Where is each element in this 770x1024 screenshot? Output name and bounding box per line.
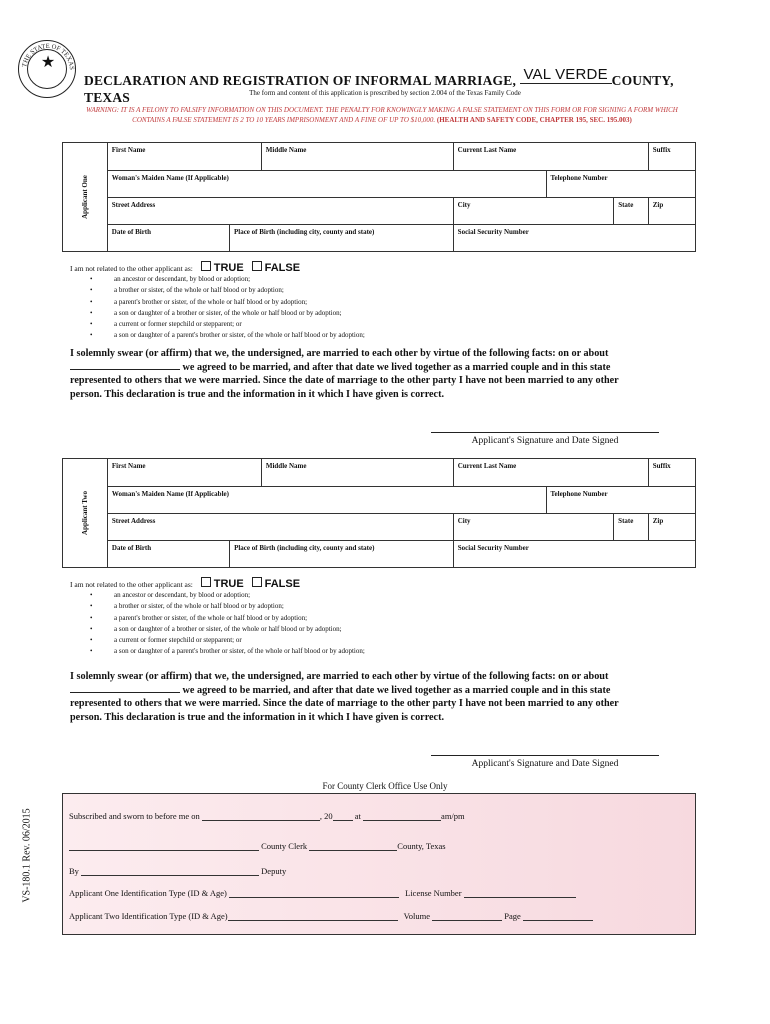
birthplace-field[interactable]: Place of Birth (including city, county and state) (230, 541, 454, 568)
dob-field[interactable]: Date of Birth (107, 225, 229, 252)
false-checkbox[interactable] (252, 261, 262, 271)
signature-line[interactable] (431, 755, 659, 756)
suffix-field[interactable]: Suffix (648, 459, 695, 487)
deputy-field[interactable] (81, 866, 259, 876)
list-item: • a current or former stepchild or stepparent; or (90, 319, 365, 330)
state-field[interactable]: State (614, 514, 649, 541)
applicant-one-table (62, 142, 696, 252)
oath-statement: I solemnly swear (or affirm) that we, the undersigned, are married to each other by virtue of the following facts: on or about we agreed to be married, and after that date we lived together as a married couple and in this state represented to others that we were married. Since the date of marriage to the other party I have not been married to any other person. This declaration is true and the information in it which I have given is correct. (70, 348, 619, 400)
county-field[interactable] (309, 841, 397, 851)
street-field[interactable]: Street Address (107, 514, 453, 541)
form-subtitle: The form and content of this application is prescribed by section 2.004 of the Texas Family Code (249, 89, 521, 97)
county-clerk-field[interactable] (69, 841, 259, 851)
false-label: FALSE (264, 262, 301, 274)
seal-text: THE STATE OF TEXAS (21, 42, 76, 71)
maiden-name-field[interactable]: Woman's Maiden Name (If Applicable) (107, 487, 546, 514)
page-field[interactable] (523, 911, 593, 921)
list-item: • a parent's brother or sister, of the whole or half blood or by adoption; (90, 297, 365, 308)
signature-label: Applicant's Signature and Date Signed (471, 759, 619, 769)
first-name-field[interactable]: First Name (107, 459, 261, 487)
title-prefix: DECLARATION AND REGISTRATION OF INFORMAL MARRIAGE, (84, 73, 517, 88)
city-field[interactable]: City (453, 198, 614, 225)
true-label: TRUE (213, 262, 244, 274)
street-field[interactable]: Street Address (107, 198, 453, 225)
list-item: • a son or daughter of a brother or sister, of the whole or half blood or by adoption; (90, 624, 365, 635)
last-name-field[interactable]: Current Last Name (453, 459, 648, 487)
city-field[interactable]: City (453, 514, 613, 541)
true-label: TRUE (213, 578, 244, 590)
relation-statement: I am not related to the other applicant as: TRUE FALSE (70, 262, 301, 274)
list-item: • a parent's brother or sister, of the whole or half blood or by adoption; (90, 613, 365, 624)
middle-name-field[interactable]: Middle Name (261, 459, 453, 487)
false-label: FALSE (264, 578, 301, 590)
star-icon: ★ (40, 54, 56, 71)
telephone-field[interactable]: Telephone Number (546, 487, 696, 514)
applicant-two-id-field[interactable] (228, 911, 398, 921)
clerk-heading: For County Clerk Office Use Only (322, 781, 448, 791)
dob-field[interactable]: Date of Birth (107, 541, 229, 568)
zip-field[interactable]: Zip (648, 198, 695, 225)
volume-field[interactable] (432, 911, 502, 921)
list-item: • a brother or sister, of the whole or half blood or by adoption; (90, 601, 365, 612)
birthplace-field[interactable]: Place of Birth (including city, county and state) (229, 225, 453, 252)
relation-list (90, 274, 365, 342)
signature-line[interactable] (431, 432, 659, 433)
sworn-date-field[interactable] (202, 811, 320, 821)
first-name-field[interactable]: First Name (107, 143, 261, 171)
time-field[interactable] (363, 811, 441, 821)
deputy-line: By Deputy (69, 866, 287, 876)
list-item: • a brother or sister, of the whole or half blood or by adoption; (90, 285, 365, 296)
ssn-field[interactable]: Social Security Number (453, 541, 695, 568)
license-number-field[interactable] (464, 888, 576, 898)
true-checkbox[interactable] (201, 261, 211, 271)
relation-list (90, 590, 365, 658)
list-item: • an ancestor or descendant, by blood or adoption; (90, 274, 365, 285)
true-checkbox[interactable] (201, 577, 211, 587)
subscribed-line: Subscribed and sworn to before me on , 20 at am/pm (69, 811, 465, 821)
year-field[interactable] (333, 811, 353, 821)
clerk-section (62, 793, 696, 935)
marriage-date-field[interactable] (70, 692, 180, 693)
maiden-name-field[interactable]: Woman's Maiden Name (If Applicable) (107, 171, 546, 198)
applicant-one-label: Applicant One (63, 143, 108, 252)
signature-label: Applicant's Signature and Date Signed (471, 436, 619, 446)
applicant-two-id-line: Applicant Two Identification Type (ID & Age) Volume Page (69, 911, 593, 921)
title-suffix: COUNTY, TEXAS (84, 73, 674, 105)
applicant-two-table (62, 458, 696, 568)
last-name-field[interactable]: Current Last Name (453, 143, 648, 171)
marriage-date-field[interactable] (70, 369, 180, 370)
oath-statement: I solemnly swear (or affirm) that we, the undersigned, are married to each other by virtue of the following facts: on or about we agreed to be married, and after that date we lived together as a married couple and in this state represented to others that we were married. Since the date of marriage to the other party I have not been married to any other person. This declaration is true and the information in it which I have given is correct. (70, 671, 619, 723)
state-field[interactable]: State (614, 198, 649, 225)
list-item: • a son or daughter of a parent's brother or sister, of the whole or half blood or by adoption; (90, 646, 365, 657)
county-clerk-line: County Clerk County, Texas (69, 841, 446, 851)
list-item: • a son or daughter of a parent's brother or sister, of the whole or half blood or by adoption; (90, 330, 365, 341)
suffix-field[interactable]: Suffix (648, 143, 695, 171)
applicant-one-id-field[interactable] (229, 888, 399, 898)
middle-name-field[interactable]: Middle Name (261, 143, 453, 171)
list-item: • a current or former stepchild or stepparent; or (90, 635, 365, 646)
telephone-field[interactable]: Telephone Number (546, 171, 696, 198)
applicant-one-id-line: Applicant One Identification Type (ID & Age) License Number (69, 888, 576, 898)
applicant-two-label: Applicant Two (63, 459, 108, 568)
county-field[interactable]: VAL VERDE (520, 66, 612, 84)
zip-field[interactable]: Zip (648, 514, 695, 541)
warning-citation: (HEALTH AND SAFETY CODE, CHAPTER 195, SEC. 195.003) (436, 115, 632, 124)
false-checkbox[interactable] (252, 577, 262, 587)
ssn-field[interactable]: Social Security Number (453, 225, 695, 252)
warning-text (72, 106, 692, 125)
warning-body: WARNING: IT IS A FELONY TO FALSIFY INFORMATION ON THIS DOCUMENT. THE PENALTY FOR KNOWINGLY MAKING A FALSE STATEMENT ON THIS FORM OR FOR SIGNING A FORM WHICH CONTAINS A FALSE STATEMENT IS 2 TO 10 YEARS IMPRISONMENT AND A FINE OF UP TO $10,000. (86, 106, 678, 124)
form-id: VS-180.1 Rev. 06/2015 (21, 808, 33, 903)
list-item: • an ancestor or descendant, by blood or adoption; (90, 590, 365, 601)
relation-statement: I am not related to the other applicant as: TRUE FALSE (70, 578, 301, 590)
list-item: • a son or daughter of a brother or sister, of the whole or half blood or by adoption; (90, 308, 365, 319)
